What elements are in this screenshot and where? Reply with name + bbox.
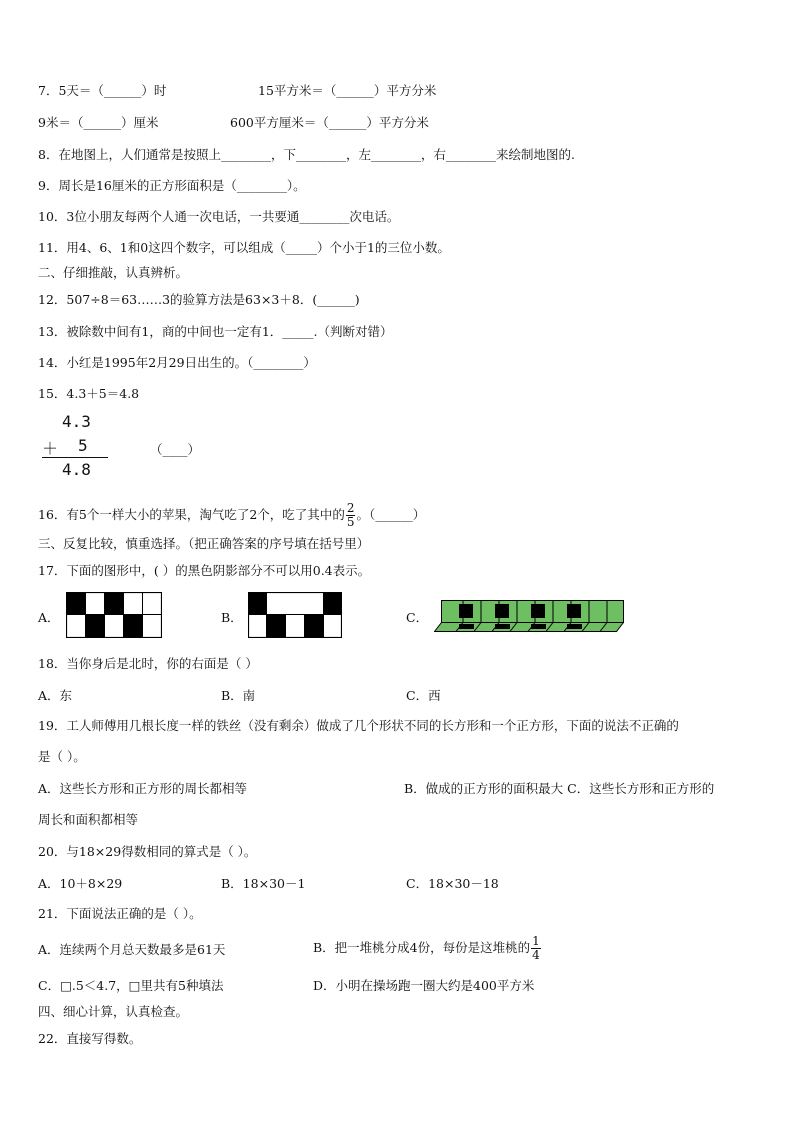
q20-option-a: A．10＋8×29 (38, 876, 123, 891)
q17-option-a-label: A． (38, 610, 60, 625)
q21-option-b (313, 930, 542, 966)
q17-figure-c (434, 600, 624, 632)
q10: 10．3位小朋友每两个人通一次电话，一共要通________次电话。 (38, 209, 400, 224)
q15-mid-number: 5 (78, 436, 88, 455)
q15-plus-sign: ＋ (42, 439, 59, 458)
q15-vertical-addition (40, 412, 112, 482)
q21-option-c: C．□.5＜4.7，□里共有5种填法 (38, 978, 224, 993)
q14: 14．小红是1995年2月29日出生的。（________） (38, 355, 316, 370)
q21-denominator: 4 (532, 948, 540, 962)
q8: 8．在地图上，人们通常是按照上________，下________，左________，右________来绘制地图的. (38, 147, 575, 162)
section-4-heading: 四、细心计算，认真检查。 (38, 1004, 189, 1019)
q19-option-bc: B．做成的正方形的面积最大 C．这些长方形和正方形的 (404, 781, 715, 796)
q21-option-a: A．连续两个月总天数最多是61天 (38, 942, 226, 957)
q7-a: 7．5天＝（______）时 (38, 83, 167, 98)
q15-top-number: 4.3 (62, 412, 91, 431)
q17-option-c-label: C． (406, 610, 429, 625)
q19-option-c-cont: 周长和面积都相等 (38, 812, 139, 827)
q20-option-c: C．18×30－18 (406, 876, 499, 891)
q15: 15．4.3＋5＝4.8 (38, 386, 140, 401)
q17-figure-b (248, 592, 342, 638)
q16-denominator: 5 (346, 515, 355, 529)
q17-option-b-label: B． (221, 610, 243, 625)
q16-text: 16．有5个一样大小的苹果，淘气吃了2个，吃了其中的 (38, 507, 345, 522)
q22: 22．直接写得数。 (38, 1031, 142, 1046)
q21-numerator: 1 (532, 934, 540, 948)
section-2-heading: 二、仔细推敲，认真辨析。 (38, 265, 189, 280)
q17-figure-a (66, 592, 162, 638)
q13: 13．被除数中间有1，商的中间也一定有1．_____.（判断对错） (38, 324, 393, 339)
q9: 9．周长是16厘米的正方形面积是（________）。 (38, 178, 306, 193)
q16-fraction (346, 502, 356, 529)
q20-option-b: B．18×30－1 (221, 876, 306, 891)
q21: 21．下面说法正确的是（ ）。 (38, 906, 202, 921)
q15-blank: （____） (150, 442, 201, 457)
q16-blank: 。（______） (356, 507, 426, 522)
q17: 17．下面的图形中，( ）的黑色阴影部分不可以用0.4表示。 (38, 563, 371, 578)
q7-b: 15平方米＝（______）平方分米 (258, 83, 437, 98)
q20: 20．与18×29得数相同的算式是（ ）。 (38, 844, 257, 859)
q19-line-1: 19．工人师傅用几根长度一样的铁丝（没有剩余）做成了几个形状不同的长方形和一个正方形，下面的说法不正确的 (38, 718, 679, 733)
q12: 12．507÷8＝63……3的验算方法是63×3＋8．(______) (38, 292, 360, 307)
section-3-heading: 三、反复比较，慎重选择。（把正确答案的序号填在括号里） (38, 536, 370, 551)
q15-result: 4.8 (62, 460, 91, 479)
q21-option-d: D．小明在操场跑一圈大约是400平方米 (313, 978, 535, 993)
q21-fraction (531, 935, 541, 962)
q16-numerator: 2 (346, 501, 355, 515)
q18-option-b: B．南 (221, 688, 256, 703)
q19-line-2: 是（ ）。 (38, 749, 86, 764)
q7-c: 9米＝（______）厘米 (38, 115, 159, 130)
q18-option-c: C．西 (406, 688, 441, 703)
q19-option-a: A．这些长方形和正方形的周长都相等 (38, 781, 248, 796)
q18: 18．当你身后是北时，你的右面是（ ） (38, 656, 258, 671)
q21-option-b-text: B．把一堆桃分成4份，每份是这堆桃的 (313, 940, 531, 955)
q7-d: 600平方厘米＝（______）平方分米 (230, 115, 429, 130)
q18-option-a: A．东 (38, 688, 73, 703)
q11: 11．用4、6、1和0这四个数字，可以组成（_____）个小于1的三位小数。 (38, 240, 450, 255)
q15-sum-line (42, 457, 108, 458)
q16 (38, 500, 425, 530)
